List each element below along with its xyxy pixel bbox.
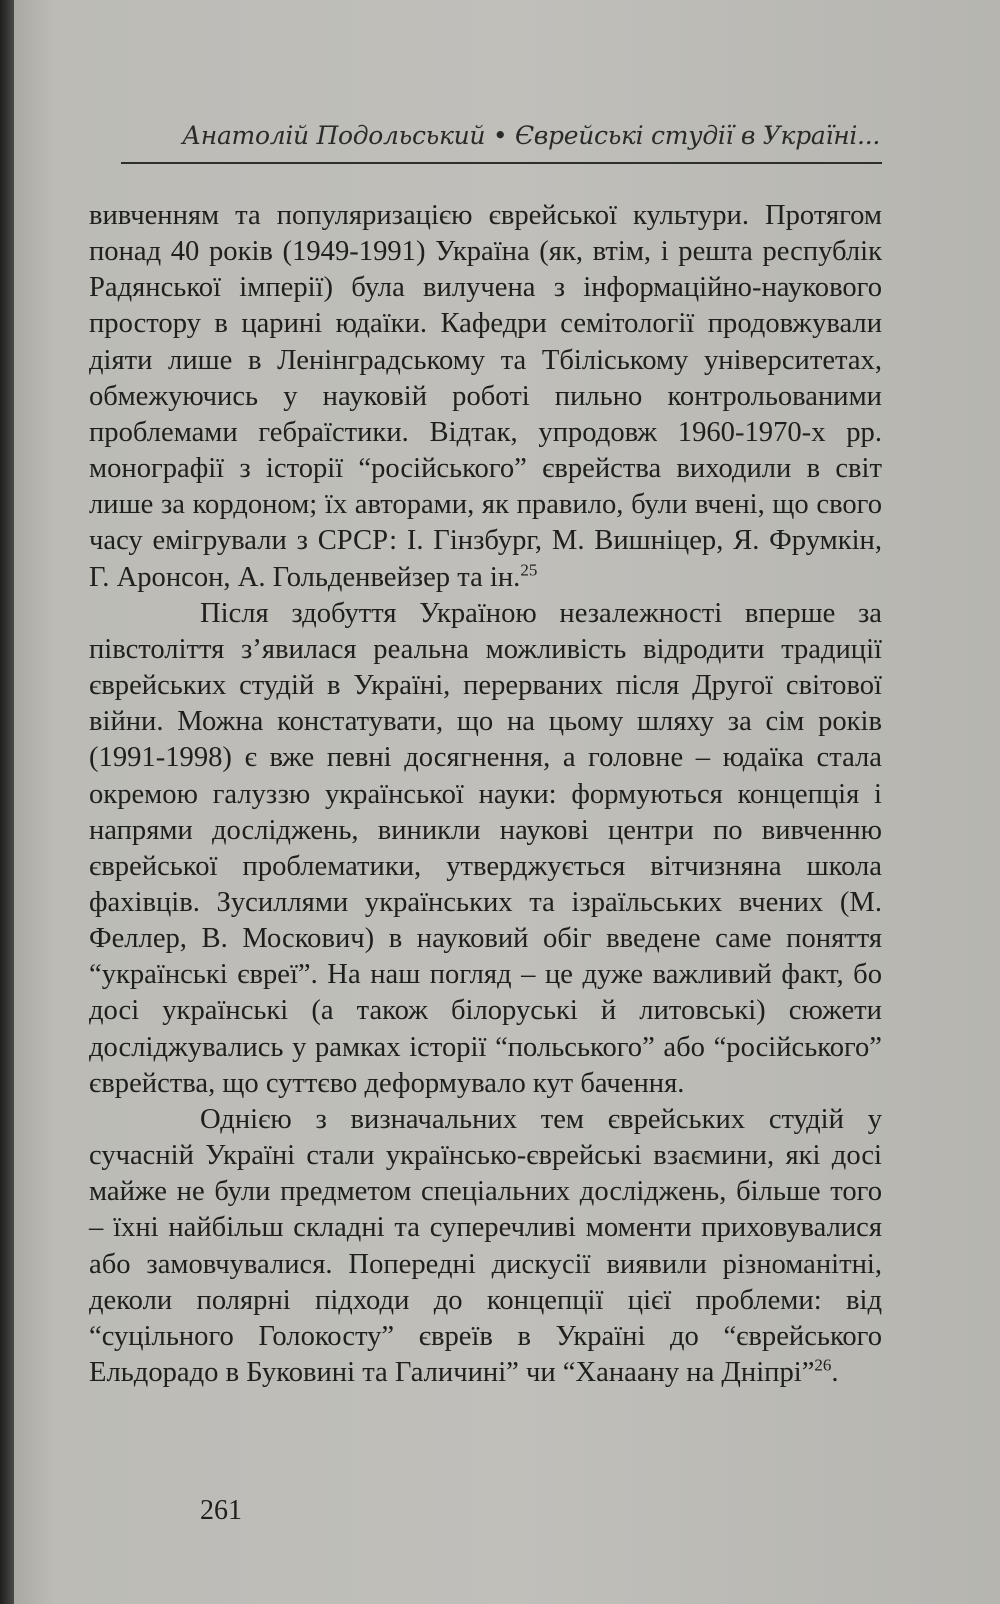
paragraph-1	[89, 198, 882, 596]
book-gutter	[0, 0, 14, 1604]
paragraph-2	[89, 596, 882, 1102]
paragraph-2-text: Після здобуття Україною незалежності вперше за півстоліття з’явилася реальна можливість відродити традиції єврейських студій в Україні, перерваних після Другої світової війни. Можна констатувати, що на цьому шляху за сім років (1991-1998) є вже певні досягнення, а головне – юдаїка стала окремою галуззю української науки: формуються концепція і напрями досліджень, виникли наукові центри по вивченню єврейської проблематики, утверджується вітчизняна школа фахівців. Зусиллями українських та ізраїльських вчених (М. Феллер, В. Москович) в науковий обіг введене саме поняття “українські євреї”. На наш погляд – це дуже важливий факт, бо досі українські (а також білоруські й литовські) сюжети досліджувались у рамках історії “польського” або “російського” єврейства, що суттєво деформувало кут бачення.	[89, 597, 882, 1099]
paragraph-3-tail: .	[831, 1357, 839, 1388]
header-rule	[121, 162, 882, 164]
footnote-ref-26: 26	[814, 1355, 832, 1375]
page-number: 261	[200, 1495, 242, 1526]
paragraph-3-text: Однією з визначальних тем єврейських студій у сучасній Україні стали українсько-єврейські взаємини, які досі майже не були предметом спеціальних досліджень, більше того – їхні найбільш складні та суперечливі моменти приховувалися або замовчувалися. Попередні дискусії виявили різноманітні, деколи полярні підходи до концепції цієї проблеми: від “суцільного Голокосту” євреїв в Україні до “єврейського Ельдорадо в Буковині та Галичині” чи “Ханаану на Дніпрі”	[89, 1103, 882, 1388]
running-header: Анатолій Подольський • Єврейські студії в Україні...	[182, 121, 880, 150]
body-text	[89, 198, 882, 1391]
paragraph-3	[89, 1102, 882, 1391]
footnote-ref-25: 25	[520, 560, 538, 580]
paragraph-1-text: вивченням та популяризацією єврейської культури. Протягом понад 40 років (1949-1991) Україна (як, втім, і решта республік Радянської імперії) була вилучена з інформаційно-наукового простору в царині юдаїки. Кафедри семітології продовжували діяти лише в Ленінградському та Тбіліському університетах, обмежуючись у науковій роботі пильно контрольованими проблемами гебраїстики. Відтак, упродовж 1960-1970-х рр. монографії з історії “російського” єврейства виходили в світ лише за кордоном; їх авторами, як правило, були вчені, що свого часу емігрували з СРСР: І. Гінзбург, М. Вишніцер, Я. Фрумкін, Г. Аронсон, А. Гольденвейзер та ін.	[89, 200, 882, 593]
